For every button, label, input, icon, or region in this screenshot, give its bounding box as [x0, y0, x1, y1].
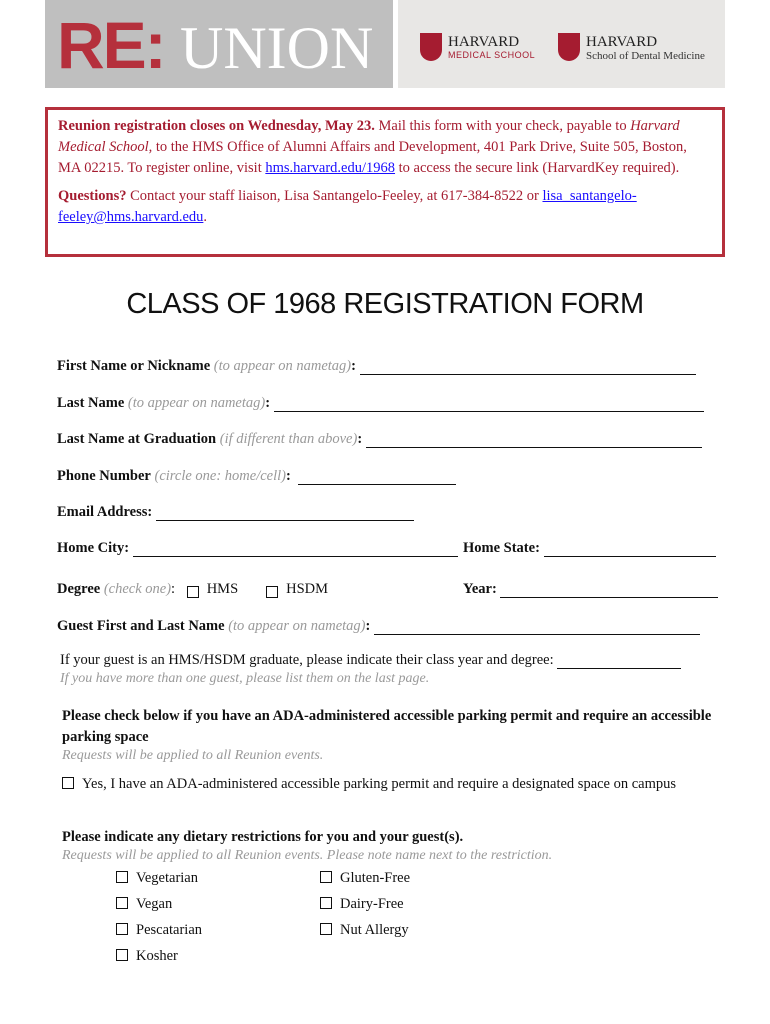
- field-label: Home State:: [463, 540, 540, 556]
- field-hint: (circle one: home/cell): [154, 468, 286, 484]
- diet-options-right: [320, 870, 410, 948]
- first-name-input[interactable]: [360, 361, 696, 375]
- last-name-input[interactable]: [274, 398, 704, 412]
- diet-checkbox[interactable]: [320, 923, 332, 935]
- diet-option-label: Nut Allergy: [340, 922, 409, 938]
- diet-checkbox[interactable]: [116, 897, 128, 909]
- registration-link[interactable]: hms.harvard.edu/1968: [265, 160, 396, 176]
- hms-logo-sub: MEDICAL SCHOOL: [448, 50, 536, 60]
- hms-shield-icon: [420, 33, 442, 61]
- ada-checkbox[interactable]: [62, 777, 74, 789]
- diet-heading: Please indicate any dietary restrictions for you and your guest(s).: [62, 829, 464, 845]
- hsdm-checkbox[interactable]: [266, 586, 278, 598]
- contact-text: Contact your staff liaison, Lisa Santangelo-Feeley, at 617-384-8522 or: [126, 188, 543, 204]
- hsdm-shield-icon: [558, 33, 580, 61]
- diet-option: [116, 922, 202, 948]
- logo-union: UNION: [180, 15, 374, 81]
- page-title: CLASS OF 1968 REGISTRATION FORM: [126, 288, 644, 320]
- field-label: Home City:: [57, 540, 130, 556]
- graduation-name-input[interactable]: [366, 434, 702, 448]
- diet-option-label: Gluten-Free: [340, 870, 411, 886]
- phone-field: [57, 468, 456, 485]
- field-label: Last Name at Graduation: [57, 431, 217, 447]
- diet-checkbox[interactable]: [116, 923, 128, 935]
- field-label: Year:: [463, 581, 497, 597]
- year-field: [463, 581, 718, 598]
- last-name-field: [57, 395, 704, 412]
- logo-re: RE:: [57, 8, 165, 82]
- ada-note: Requests will be applied to all Reunion events.: [62, 748, 324, 763]
- diet-note: Requests will be applied to all Reunion events. Please note name next to the restriction.: [62, 848, 553, 863]
- diet-option: [116, 870, 202, 896]
- email-input[interactable]: [156, 507, 414, 521]
- home-city-input[interactable]: [133, 543, 458, 557]
- diet-checkbox[interactable]: [116, 871, 128, 883]
- payee-text: Harvard Medical School,: [58, 118, 680, 155]
- colon: :: [265, 395, 271, 411]
- guest-note: If you have more than one guest, please list them on the last page.: [60, 671, 430, 686]
- guest-name-field: [57, 618, 700, 635]
- phone-input[interactable]: [298, 471, 456, 485]
- registration-notice: [45, 107, 725, 257]
- ada-option: [62, 774, 722, 794]
- hms-checkbox[interactable]: [187, 586, 199, 598]
- diet-options-left: [116, 870, 202, 974]
- hsdm-logo: [586, 35, 705, 62]
- ada-option-label: Yes, I have an ADA-administered accessible parking permit and require a designated space on campus: [82, 776, 677, 792]
- colon: :: [286, 468, 291, 484]
- guest-grad-label: If your guest is an HMS/HSDM graduate, please indicate their class year and degree:: [60, 652, 554, 668]
- notice-text-end: to access the secure link (HarvardKey required).: [395, 160, 680, 176]
- email-field: [57, 504, 414, 521]
- diet-option: [116, 948, 202, 974]
- guest-grad-input[interactable]: [557, 655, 681, 669]
- colon: :: [357, 431, 363, 447]
- field-label: Phone Number: [57, 468, 151, 484]
- diet-option: [320, 870, 410, 896]
- field-label: Last Name: [57, 395, 125, 411]
- guest-name-input[interactable]: [374, 621, 700, 635]
- diet-option-label: Kosher: [136, 948, 178, 964]
- year-input[interactable]: [500, 584, 718, 598]
- diet-checkbox[interactable]: [320, 897, 332, 909]
- deadline-text: Reunion registration closes on Wednesday, May 23.: [58, 118, 375, 134]
- ada-heading: Please check below if you have an ADA-administered accessible parking permit and require an accessible parking space: [62, 708, 712, 745]
- field-hint: (to appear on nametag): [213, 358, 352, 374]
- reunion-logo-banner: [45, 0, 393, 88]
- field-label: Email Address:: [57, 504, 153, 520]
- hms-logo-name: HARVARD: [448, 34, 520, 50]
- diet-option-label: Pescatarian: [136, 922, 203, 938]
- questions-label: Questions?: [58, 188, 127, 204]
- colon: :: [171, 581, 176, 597]
- field-label: First Name or Nickname: [57, 358, 211, 374]
- field-label: Guest First and Last Name: [57, 618, 225, 634]
- colon: :: [351, 358, 356, 374]
- hsdm-logo-sub: School of Dental Medicine: [586, 50, 705, 62]
- diet-option-label: Vegan: [136, 896, 173, 912]
- colon: :: [365, 618, 371, 634]
- diet-option: [320, 922, 410, 948]
- diet-option: [116, 896, 202, 922]
- field-hint: (to appear on nametag): [127, 395, 266, 411]
- diet-checkbox[interactable]: [320, 871, 332, 883]
- home-city-field: [57, 540, 458, 557]
- first-name-field: [57, 358, 696, 375]
- hsdm-logo-name: HARVARD: [586, 34, 658, 50]
- graduation-name-field: [57, 431, 702, 448]
- field-hint: (if different than above): [219, 431, 358, 447]
- home-state-field: [463, 540, 716, 557]
- contact-email-link[interactable]: lisa_santangelo-feeley@hms.harvard.edu: [58, 188, 637, 225]
- hms-label: HMS: [206, 581, 239, 597]
- degree-field: [57, 581, 328, 598]
- home-state-input[interactable]: [544, 543, 716, 557]
- field-hint: (check one): [103, 581, 172, 597]
- diet-option-label: Dairy-Free: [340, 896, 404, 912]
- hms-logo: [448, 35, 535, 60]
- diet-option: [320, 896, 410, 922]
- period: .: [203, 209, 208, 225]
- address-text: to the HMS Office of Alumni Affairs and Development, 401 Park Drive, Suite 505, Boston, MA 02215. To register online, visit: [58, 139, 687, 176]
- field-label: Degree: [57, 581, 101, 597]
- harvard-logos-banner: [398, 0, 725, 88]
- hsdm-label: HSDM: [286, 581, 329, 597]
- notice-text: Mail this form with your check, payable to: [374, 118, 631, 134]
- diet-option-label: Vegetarian: [136, 870, 198, 886]
- field-hint: (to appear on nametag): [228, 618, 366, 634]
- diet-checkbox[interactable]: [116, 949, 128, 961]
- guest-grad-field: [60, 652, 681, 669]
